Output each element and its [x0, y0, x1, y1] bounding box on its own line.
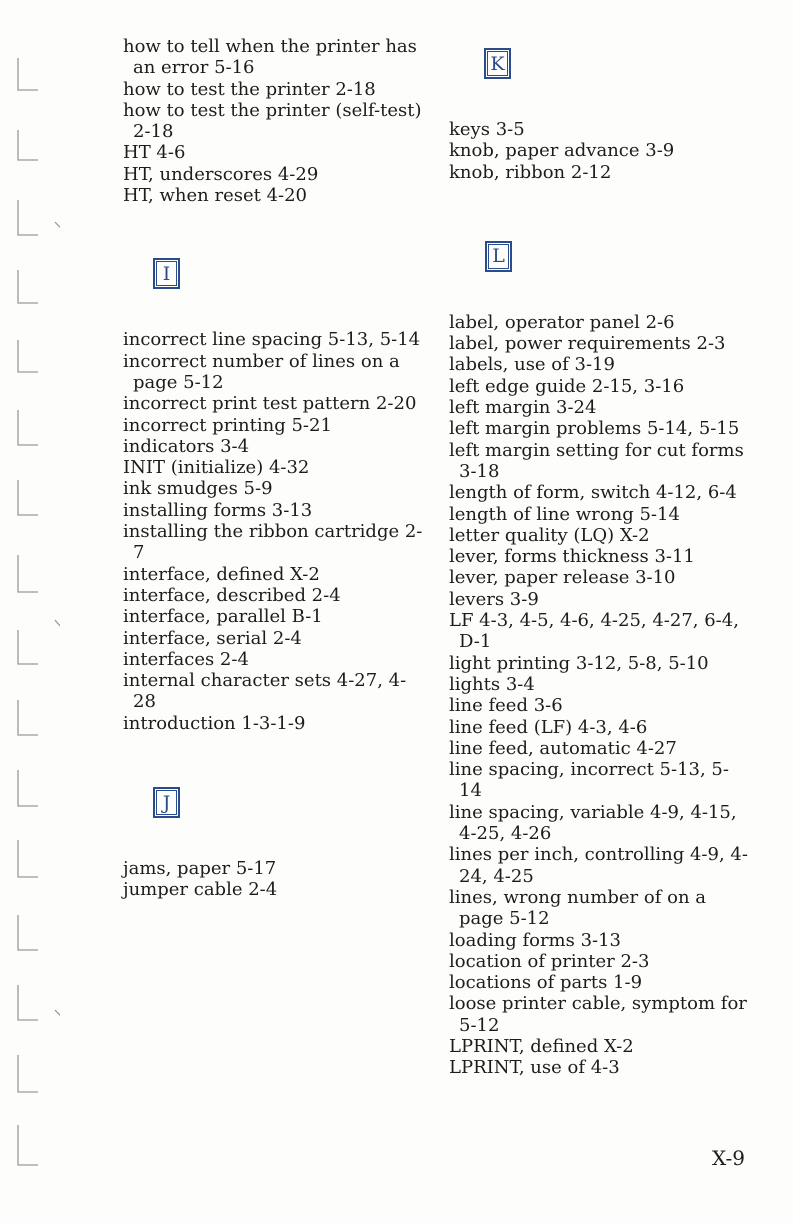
index-entry: knob, ribbon 2-12 [449, 161, 612, 183]
index-column-right [449, 36, 749, 1079]
index-entry: knob, paper advance 3-9 [449, 140, 675, 162]
index-entry: internal character sets 4-27, 4-28 [123, 670, 407, 713]
index-entry: LPRINT, use of 4-3 [449, 1057, 620, 1079]
index-entry: line feed 3-6 [449, 695, 563, 717]
index-entry: ink smudges 5-9 [123, 478, 273, 500]
index-entry: HT, underscores 4-29 [123, 163, 319, 185]
index-entry: line feed, automatic 4-27 [449, 737, 677, 759]
section-letter-badge: J [153, 787, 180, 818]
index-entry: how to test the printer 2-18 [123, 78, 376, 100]
section-letter-badge: L [485, 241, 512, 272]
index-entry: interface, described 2-4 [123, 584, 341, 606]
index-entry: incorrect number of lines on a page 5-12 [123, 350, 400, 393]
index-entry: incorrect print test pattern 2-20 [123, 393, 417, 415]
index-entry: left margin problems 5-14, 5-15 [449, 418, 740, 440]
section-letter-badge: K [484, 48, 511, 79]
section-i [123, 258, 423, 734]
index-entry: lines, wrong number of on a page 5-12 [449, 886, 706, 930]
index-entry: installing the ribbon cartridge 2-7 [123, 521, 423, 564]
section-l [449, 241, 749, 1079]
index-entry: jumper cable 2-4 [123, 879, 278, 901]
index-entry: label, operator panel 2-6 [449, 311, 675, 333]
index-entry: indicators 3-4 [123, 435, 250, 457]
index-entry: jams, paper 5-17 [123, 858, 277, 880]
index-entry: incorrect printing 5-21 [123, 414, 332, 436]
h-entries [123, 36, 423, 206]
index-entry: how to tell when the printer has an error 5-16 [123, 36, 417, 79]
index-entry: line spacing, incorrect 5-13, 5-14 [449, 759, 729, 802]
index-entry: left edge guide 2-15, 3-16 [449, 375, 685, 397]
index-entry: interface, defined X-2 [123, 563, 320, 585]
index-entry: introduction 1-3-1-9 [123, 712, 306, 734]
page-number: X-9 [712, 1146, 746, 1170]
index-entry: light printing 3-12, 5-8, 5-10 [449, 652, 709, 674]
index-entry: length of line wrong 5-14 [449, 503, 680, 525]
index-entry: interface, parallel B-1 [123, 606, 323, 628]
index-entry: lever, forms thickness 3-11 [449, 546, 695, 568]
index-entry: how to test the printer (self-test) 2-18 [123, 99, 422, 143]
index-entry: letter quality (LQ) X-2 [449, 524, 650, 546]
index-entry: line feed (LF) 4-3, 4-6 [449, 716, 648, 738]
index-entry: incorrect line spacing 5-13, 5-14 [123, 329, 421, 351]
index-entry: interface, serial 2-4 [123, 627, 302, 649]
index-entry: installing forms 3-13 [123, 499, 313, 521]
index-entry: INIT (initialize) 4-32 [123, 457, 310, 479]
index-entry: HT, when reset 4-20 [123, 185, 308, 207]
index-entry: left margin 3-24 [449, 397, 597, 419]
index-entry: length of form, switch 4-12, 6-4 [449, 482, 737, 504]
index-entry: label, power requirements 2-3 [449, 333, 726, 355]
index-entry: lines per inch, controlling 4-9, 4-24, 4-25 [449, 844, 748, 887]
index-entry: LPRINT, defined X-2 [449, 1035, 634, 1057]
index-entry: lever, paper release 3-10 [449, 567, 676, 589]
index-entry: labels, use of 3-19 [449, 354, 615, 376]
index-entry: keys 3-5 [449, 119, 525, 140]
index-entry: interfaces 2-4 [123, 648, 249, 670]
index-entry: locations of parts 1-9 [449, 972, 643, 994]
index-entry: line spacing, variable 4-9, 4-15, 4-25, 4-26 [449, 801, 737, 845]
index-column-left [123, 36, 423, 901]
index-entry: levers 3-9 [449, 588, 539, 610]
index-entry: lights 3-4 [449, 673, 535, 695]
index-entry: left margin setting for cut forms 3-18 [449, 439, 744, 482]
index-entry: loading forms 3-13 [449, 929, 622, 951]
index-entry: LF 4-3, 4-5, 4-6, 4-25, 4-27, 6-4, D-1 [449, 610, 739, 653]
index-entry: HT 4-6 [123, 142, 186, 164]
section-letter-badge: I [153, 258, 180, 289]
index-entry: loose printer cable, symptom for 5-12 [449, 993, 747, 1036]
section-j [123, 787, 423, 901]
index-entry: location of printer 2-3 [449, 950, 650, 972]
ring-binding-marks [0, 0, 60, 1224]
section-k [449, 48, 749, 183]
